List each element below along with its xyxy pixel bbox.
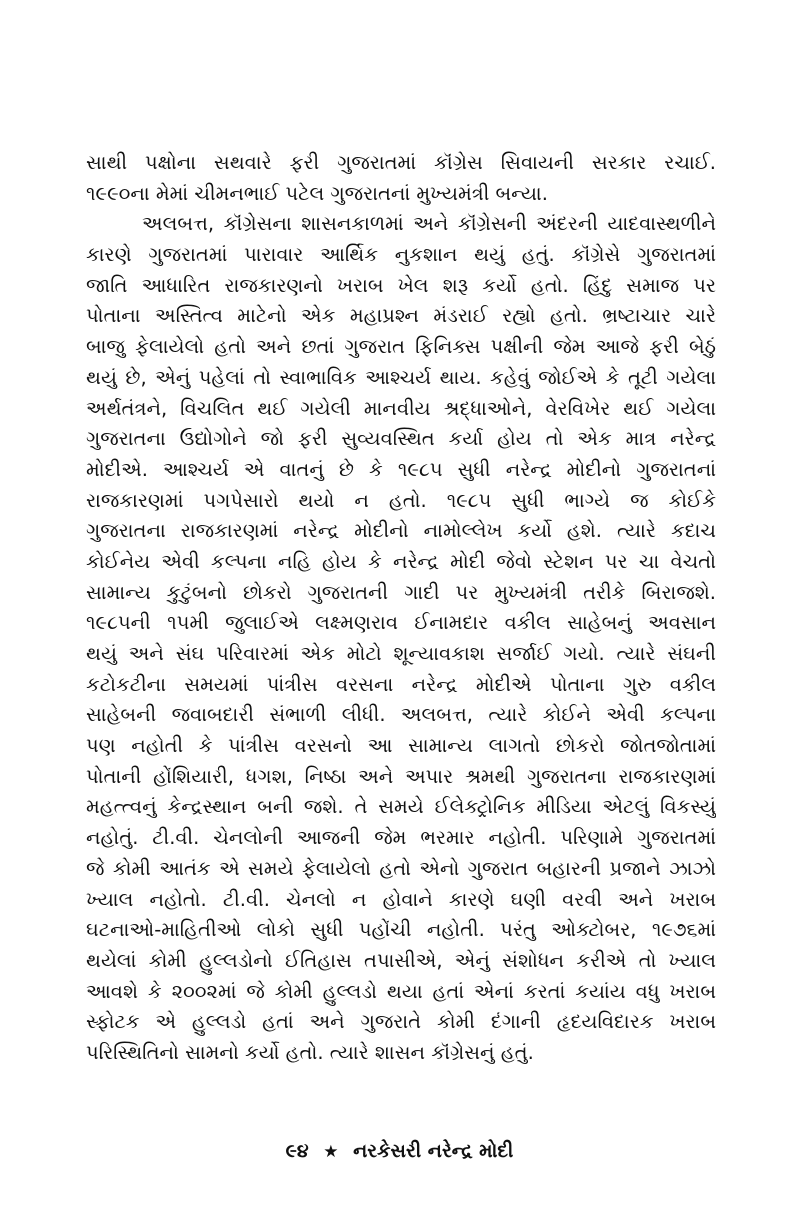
- text-line: બાજુ ફેલાયેલો હતો અને છતાં ગુજરાત ફિનિક્સ પક્ષીની જેમ આજે ફરી બેઠું: [86, 335, 716, 359]
- text-line: અર્થતંત્રને, વિચલિત થઈ ગયેલી માનવીય શ્રદ્ધાઓને, વેરવિખેર થઈ ગયેલા: [86, 396, 716, 420]
- text-line: ૧૯૯૦ના મેમાં ચીમનભાઈ પટેલ ગુજરાતનાં મુખ્યમંત્રી બન્યા.: [86, 181, 548, 205]
- text-line: ૧૯૮૫ની ૧૫મી જુલાઈએ લક્ષ્મણરાવ ઈનામદાર વકીલ સાહેબનું અવસાન: [86, 611, 716, 635]
- text-line: મોદીએ. આશ્ચર્ય એ વાતનું છે કે ૧૯૮૫ સુધી નરેન્દ્ર મોદીનો ગુજરાતનાં: [86, 457, 716, 481]
- text-line: ગુજરાતના રાજકારણમાં નરેન્દ્ર મોદીનો નામોલ્લેખ કર્યો હશે. ત્યારે કદાચ: [86, 519, 716, 543]
- page-number: ૯૪: [285, 1140, 309, 1162]
- text-line: કટોકટીના સમયમાં પાંત્રીસ વરસના નરેન્દ્ર મોદીએ પોતાના ગુરુ વકીલ: [86, 672, 716, 696]
- text-line: કોઈનેય એવી કલ્પના નહિ હોય કે નરેન્દ્ર મોદી જેવો સ્ટેશન પર ચા વેચતો: [86, 549, 716, 573]
- body-text: [86, 148, 716, 1069]
- text-line: મહત્ત્વનું કેન્દ્રસ્થાન બની જશે. તે સમયે ઈલેક્ટ્રોનિક મીડિયા એટલું વિકસ્યું: [86, 795, 716, 819]
- text-line: સાહેબની જવાબદારી સંભાળી લીધી. અલબત્ત, ત્યારે કોઈને એવી કલ્પના: [86, 703, 716, 727]
- text-line: આવશે કે ૨૦૦૨માં જે કોમી હુલ્લડો થયા હતાં એનાં કરતાં કયાંય વધુ ખરાબ: [86, 979, 716, 1003]
- text-line: ઘટનાઓ-માહિતીઓ લોકો સુધી પહોંચી નહોતી. પરંતુ ઓક્ટોબર, ૧૯૭૬માં: [86, 918, 716, 942]
- text-line: રાજકારણમાં પગપેસારો થયો ન હતો. ૧૯૮૫ સુધી ભાગ્યે જ કોઈકે: [86, 488, 716, 512]
- book-title: નરકેસરી નરેન્દ્ર મોદી: [353, 1140, 514, 1162]
- text-line: અલબત્ત, કૉંગ્રેસના શાસનકાળમાં અને કૉંગ્રેસની અંદરની યાદવાસ્થળીને: [142, 212, 716, 236]
- text-line: જાતિ આધારિત રાજકારણનો ખરાબ ખેલ શરૂ કર્યો હતો. હિંદુ સમાજ પર: [86, 273, 716, 297]
- text-line: જે કોમી આતંક એ સમયે ફેલાયેલો હતો એનો ગુજરાત બહારની પ્રજાને ઝાઝો: [86, 856, 716, 880]
- text-line: પરિસ્થિતિનો સામનો કર્યો હતો. ત્યારે શાસન કૉંગ્રેસનું હતું.: [86, 1040, 534, 1064]
- text-line: થયું અને સંઘ પરિવારમાં એક મોટો શૂન્યાવકાશ સર્જાઈ ગયો. ત્યારે સંઘની: [86, 642, 716, 665]
- text-line: પણ નહોતી કે પાંત્રીસ વરસનો આ સામાન્ય લાગતો છોકરો જોતજોતામાં: [86, 734, 716, 758]
- text-line: સ્ફોટક એ હુલ્લડો હતાં અને ગુજરાતે કોમી દંગાની હૃદયવિદારક ખરાબ: [86, 1010, 716, 1034]
- text-line: નહોતું. ટી.વી. ચેનલોની આજની જેમ ભરમાર નહોતી. પરિણામે ગુજરાતમાં: [86, 826, 716, 850]
- text-line: પોતાના અસ્તિત્વ માટેનો એક મહાપ્રશ્ન મંડરાઈ રહ્યો હતો. ભ્રષ્ટાચાર ચારે: [86, 304, 716, 328]
- text-line: ગુજરાતના ઉદ્યોગોને જો ફરી સુવ્યવસ્થિત કર્યા હોય તો એક માત્ર નરેન્દ્ર: [86, 427, 716, 451]
- page-footer: [0, 1140, 799, 1162]
- text-line: થયેલાં કોમી હુલ્લડોનો ઈતિહાસ તપાસીએ, એનું સંશોધન કરીએ તો ખ્યાલ: [86, 948, 716, 972]
- text-line: સાથી પક્ષોના સથવારે ફરી ગુજરાતમાં કૉંગ્રેસ સિવાયની સરકાર રચાઈ.: [86, 151, 716, 174]
- text-line: ખ્યાલ નહોતો. ટી.વી. ચેનલો ન હોવાને કારણે ઘણી વરવી અને ખરાબ: [86, 887, 716, 911]
- text-line: પોતાની હોંશિયારી, ધગશ, નિષ્ઠા અને અપાર શ્રમથી ગુજરાતના રાજકારણમાં: [86, 764, 716, 788]
- text-line: સામાન્ય કુટુંબનો છોકરો ગુજરાતની ગાદી પર મુખ્યમંત્રી તરીકે બિરાજશે.: [86, 580, 716, 604]
- text-line: થયું છે, એનું પહેલાં તો સ્વાભાવિક આશ્ચર્ય થાય. કહેવું જોઈએ કે તૂટી ગયેલા: [86, 365, 716, 389]
- star-icon: ★: [323, 1142, 339, 1162]
- text-line: કારણે ગુજરાતમાં પારાવાર આર્થિક નુકશાન થયું હતું. કૉંગ્રેસે ગુજરાતમાં: [86, 243, 716, 267]
